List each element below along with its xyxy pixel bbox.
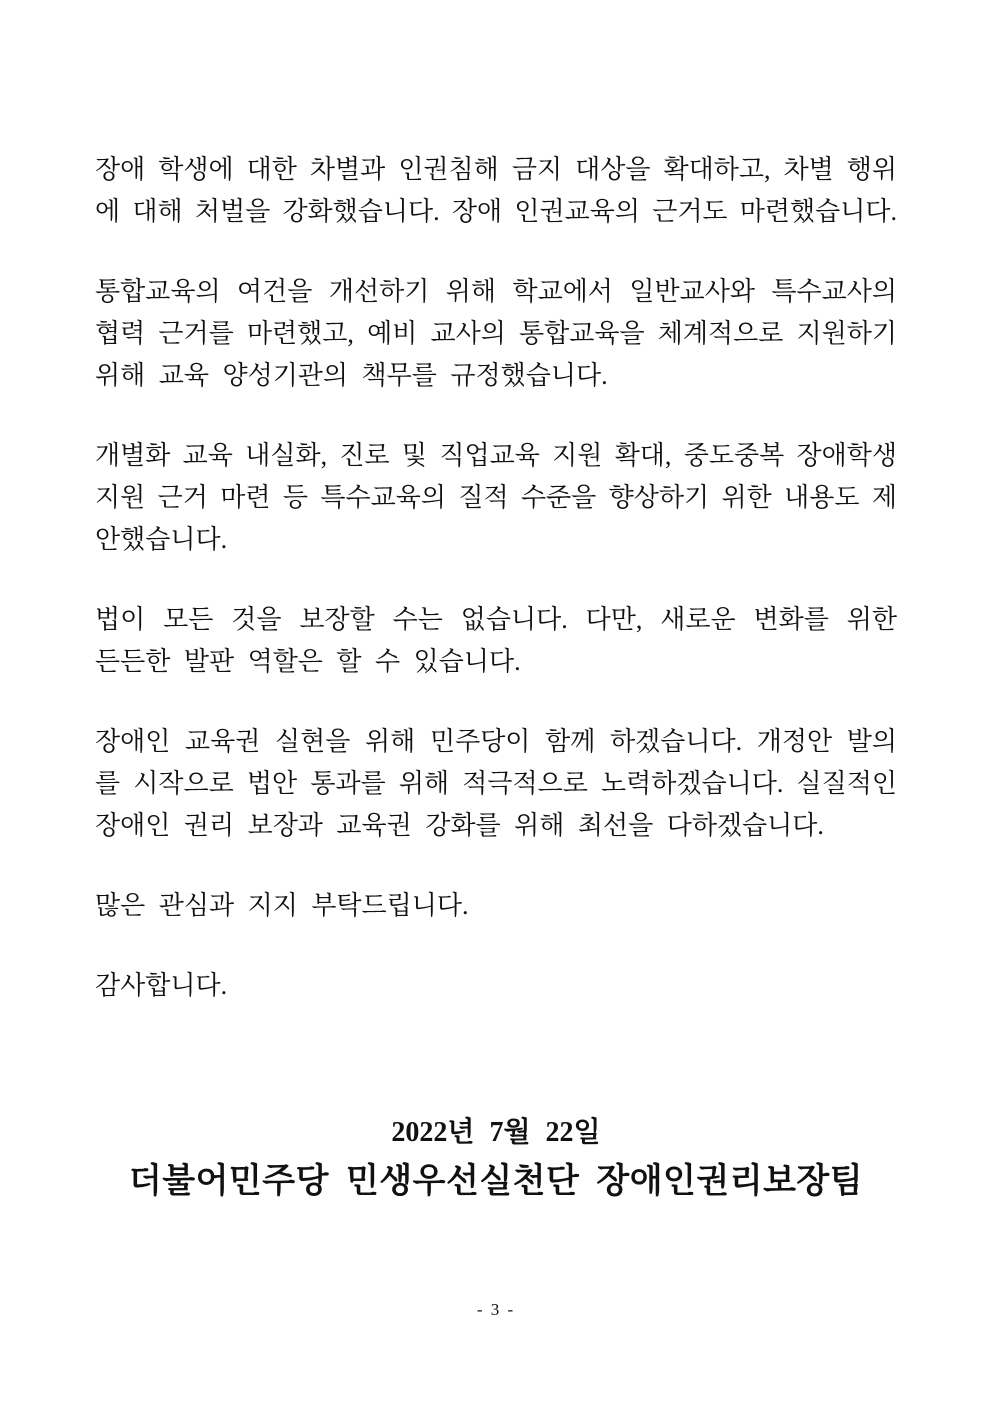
closing-date: 2022년 7월 22일 [391,1117,601,1148]
text-line: 협력 근거를 마련했고, 예비 교사의 통합교육을 체계적으로 지원하기 [95,319,897,348]
text-line: 장애 학생에 대한 차별과 인권침해 금지 대상을 확대하고, 차별 행위 [95,155,897,184]
text-line: 많은 관심과 지지 부탁드립니다. [95,891,469,920]
text-line: 안했습니다. [95,525,228,554]
paragraph [95,599,897,683]
paragraph [95,721,897,847]
text-line: 를 시작으로 법안 통과를 위해 적극적으로 노력하겠습니다. 실질적인 [95,769,897,798]
paragraph [95,435,897,561]
paragraphs [95,149,897,1007]
closing-signature: 더불어민주당 민생우선실천단 장애인권리보장팀 [128,1163,864,1200]
text-line: 지원 근거 마련 등 특수교육의 질적 수준을 향상하기 위한 내용도 제 [95,483,897,512]
text-line: 에 대해 처벌을 강화했습니다. 장애 인권교육의 근거도 마련했습니다. [95,197,897,226]
paragraph [95,149,897,233]
text-line: 법이 모든 것을 보장할 수는 없습니다. 다만, 새로운 변화를 위한 [95,605,897,634]
text-line: 위해 교육 양성기관의 책무를 규정했습니다. [95,361,608,390]
paragraph [95,965,897,1007]
text-line: 든든한 발판 역할은 할 수 있습니다. [95,647,521,676]
text-line: 개별화 교육 내실화, 진로 및 직업교육 지원 확대, 중도중복 장애학생 [95,441,897,470]
paragraph [95,271,897,397]
page-number: - 3 - [476,1300,516,1319]
paragraph [95,885,897,927]
text-line: 감사합니다. [95,971,228,1000]
text-line: 장애인 교육권 실현을 위해 민주당이 함께 하겠습니다. 개정안 발의 [95,727,897,756]
closing-block [95,1111,897,1209]
text-line: 장애인 권리 보장과 교육권 강화를 위해 최선을 다하겠습니다. [95,811,824,840]
document-body [95,0,897,1209]
text-line: 통합교육의 여건을 개선하기 위해 학교에서 일반교사와 특수교사의 [95,277,897,306]
